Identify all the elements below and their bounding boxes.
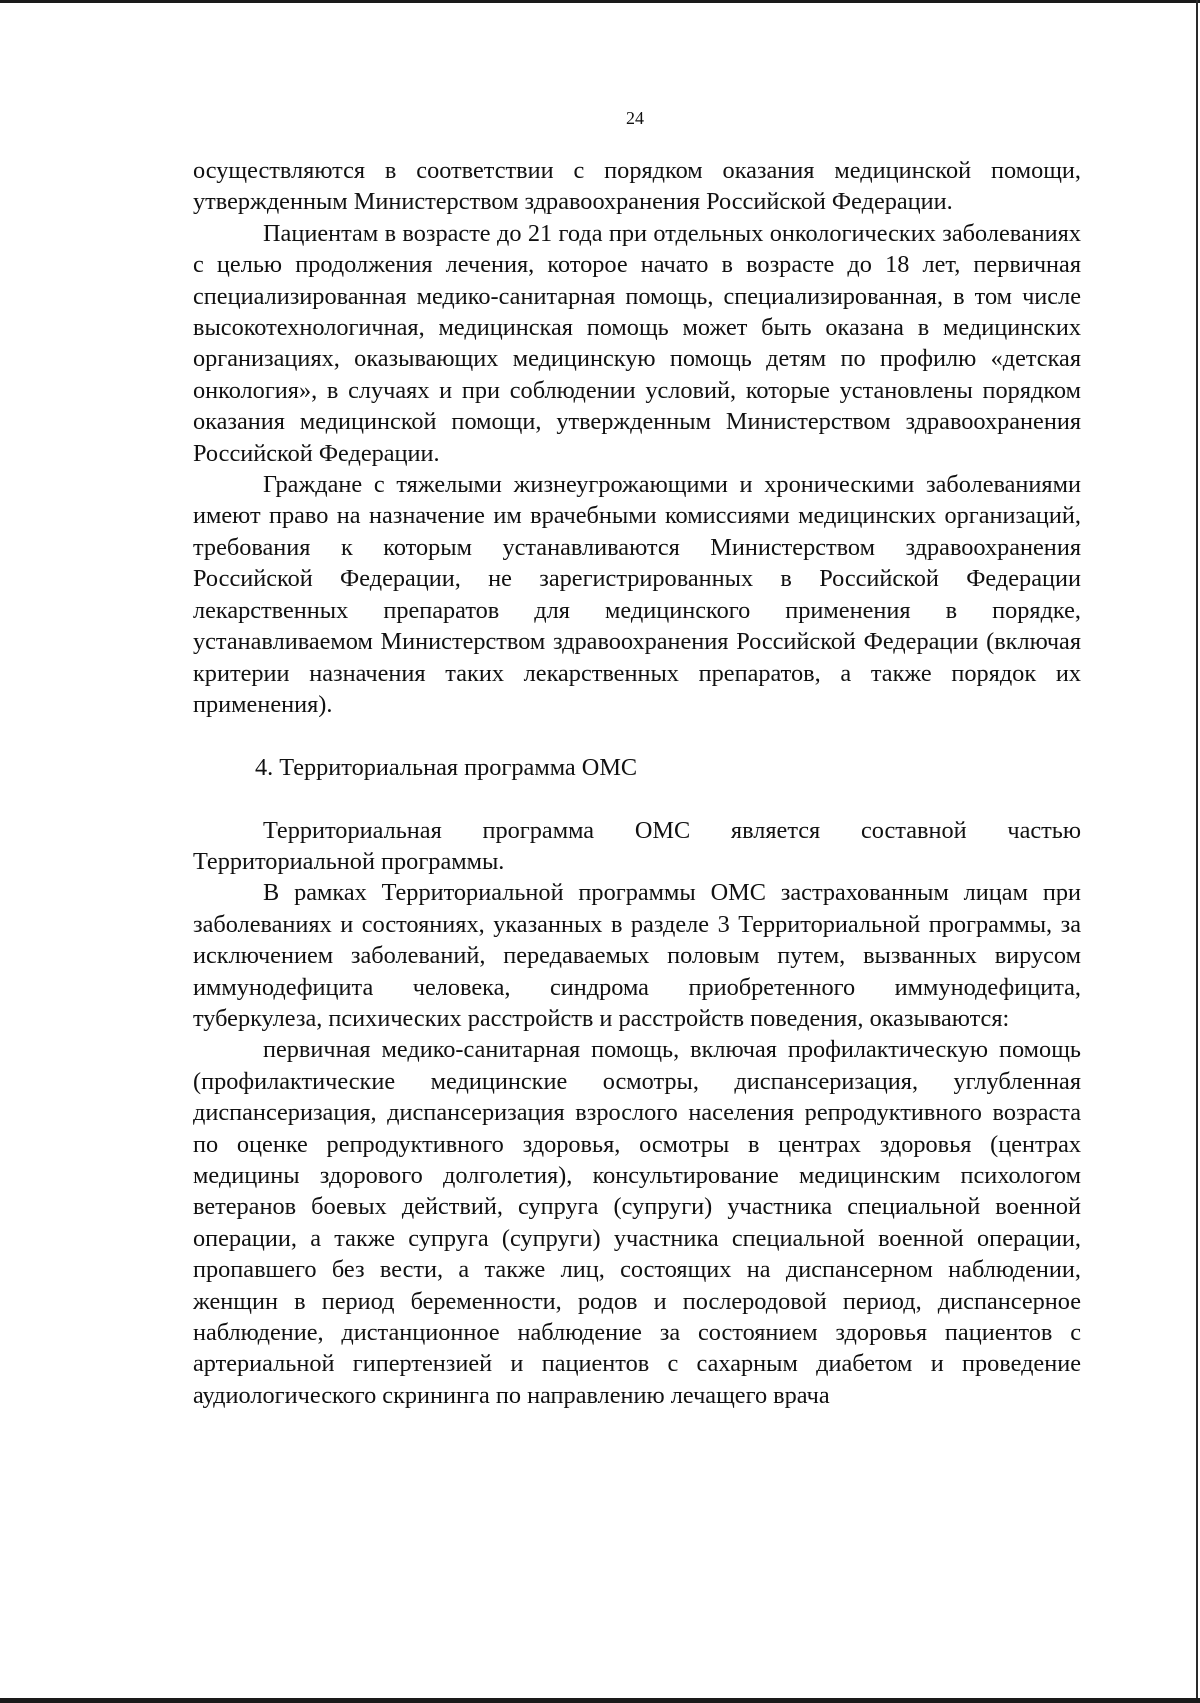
paragraph-oms-scope: В рамках Территориальной программы ОМС застрахованным лицам при заболеваниях и состояниях, указанных в разделе 3 Территориальной программы, за исключением заболеваний, передаваемых половым путем, вызванных вирусом иммунодефицита человека, синдрома приобретенного иммунодефицита, туберкулеза, психических расстройств и расстройств поведения, оказываются: [193, 879, 1081, 1032]
scan-edge-top [0, 0, 1200, 3]
scan-edge-bottom [0, 1698, 1200, 1703]
paragraph-patients-under-21: Пациентам в возрасте до 21 года при отдельных онкологических заболеваниях с целью продолжения лечения, которое начато в возрасте до 18 лет, первичная специализированная медико-санитарная помощь, специализированная, в том числе высокотехнологичная, медицинская помощь может быть оказана в медицинских организациях, оказывающих медицинскую помощь детям по профилю «детская онкология», в случаях и при соблюдении условий, которые установлены порядком оказания медицинской помощи, утвержденным Министерством здравоохранения Российской Федерации. [193, 219, 1081, 467]
paragraph-unregistered-drugs: Граждане с тяжелыми жизнеугрожающими и хроническими заболеваниями имеют право на назначение им врачебными комиссиями медицинских организаций, требования к которым устанавливаются Министерством здравоохранения Российской Федерации, не зарегистрированных в Российской Федерации лекарственных препаратов для медицинского применения в порядке, устанавливаемом Министерством здравоохранения Российской Федерации (включая критерии назначения таких лекарственных препаратов, а также порядок их применения). [193, 471, 1081, 718]
scan-edge-right [1196, 0, 1198, 1703]
section-heading: 4. Территориальная программа ОМС [255, 753, 638, 781]
paragraph-primary-care: первичная медико-санитарная помощь, включая профилактическую помощь (профилактические медицинские осмотры, диспансеризация, углубленная диспансеризация, диспансеризация взрослого населения репродуктивного возраста по оценке репродуктивного здоровья, осмотры в центрах здоровья (центрах медицины здорового долголетия), консультирование медицинским психологом ветеранов боевых действий, супруга (супруги) участника специальной военной операции, а также супруга (супруги) участника специальной военной операции, пропавшего без вести, а также лиц, состоящих на диспансерном наблюдении, женщин в период беременности, родов и послеродовой период, диспансерное наблюдение, дистанционное наблюдение за состоянием здоровья пациентов с артериальной гипертензией и пациентов с сахарным диабетом и проведение аудиологического скрининга по направлению лечащего врача [193, 1036, 1081, 1409]
paragraph-oms-part: Территориальная программа ОМС является составной частью Территориальной программы. [193, 816, 1081, 875]
page-number: 24 [626, 108, 644, 128]
paragraph-continuation: осуществляются в соответствии с порядком оказания медицинской помощи, утвержденным Министерством здравоохранения Российской Федерации. [193, 157, 1081, 216]
document-body [193, 155, 1081, 1411]
